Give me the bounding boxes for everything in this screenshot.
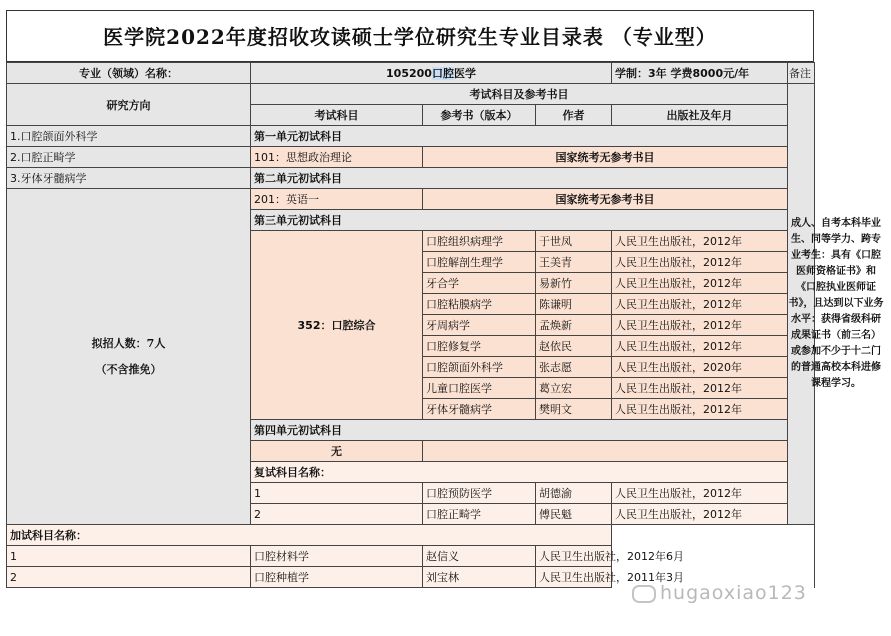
retest-no: 1 [251,483,423,504]
exam-group-header: 考试科目及参考书目 [251,84,788,105]
book-publisher: 人民卫生出版社，2012年 [612,294,788,315]
book-author: 于世凤 [536,231,612,252]
page-title: 医学院2022年度招收攻读硕士学位研究生专业目录表 （专业型） [6,10,814,62]
book-author: 陈谦明 [536,294,612,315]
major-label: 专业（领域）名称： [7,63,251,84]
publisher-header: 出版社及年月 [612,105,788,126]
unit2-note: 国家统考无参考书目 [423,189,788,210]
unit4-empty [423,441,788,462]
direction-item: 2.口腔正畸学 [7,147,251,168]
direction-item: 3.牙体牙髓病学 [7,168,251,189]
book-author: 易新竹 [536,273,612,294]
ref-book: 牙周病学 [423,315,536,336]
retest-author: 胡德渝 [536,483,612,504]
catalog-table [6,62,884,588]
extra-book: 口腔种植学 [251,567,423,588]
ref-book: 口腔颌面外科学 [423,357,536,378]
recruit-count: 拟招人数：7人 （不含推免） [7,189,251,525]
unit2-label: 第二单元初试科目 [251,168,788,189]
extra-publisher: 人民卫生出版社，2012年6月 [536,546,612,567]
book-publisher: 人民卫生出版社，2012年 [612,252,788,273]
book-author: 樊明文 [536,399,612,420]
research-direction-header: 研究方向 [7,84,251,126]
book-publisher: 人民卫生出版社，2012年 [612,378,788,399]
book-author: 孟焕新 [536,315,612,336]
unit4-label: 第四单元初试科目 [251,420,788,441]
book-publisher: 人民卫生出版社，2012年 [612,231,788,252]
author-header: 作者 [536,105,612,126]
chat-bubble-icon [632,585,656,603]
unit4-subject: 无 [251,441,423,462]
book-publisher: 人民卫生出版社，2012年 [612,336,788,357]
unit3-subject: 352：口腔综合 [251,231,423,420]
retest-publisher: 人民卫生出版社，2012年 [612,483,788,504]
retest-author: 傅民魁 [536,504,612,525]
book-author: 王美青 [536,252,612,273]
ref-book: 牙体牙髓病学 [423,399,536,420]
book-author: 葛立宏 [536,378,612,399]
extra-book: 口腔材料学 [251,546,423,567]
unit1-subject: 101：思想政治理论 [251,147,423,168]
watermark: hugaoxiao123 [632,582,807,604]
major-name: 105200口腔医学 [251,63,612,84]
unit2-subject: 201：英语一 [251,189,423,210]
remark-cell: 成人、自考本科毕业生、同等学力、跨专业考生：具有《口腔医师资格证书》和《口腔执业医师证书》，且达到以下业务水平：获得省级科研成果证书（前三名）或参加不少于十二门的普通高校本科进修课程学习。 [788,84,815,525]
extra-no: 2 [7,567,251,588]
retest-label: 复试科目名称： [251,462,788,483]
retest-book: 口腔正畸学 [423,504,536,525]
book-author: 赵依民 [536,336,612,357]
ref-book: 牙合学 [423,273,536,294]
book-publisher: 人民卫生出版社，2012年 [612,315,788,336]
retest-no: 2 [251,504,423,525]
book-author: 张志愿 [536,357,612,378]
book-publisher: 人民卫生出版社，2012年 [612,399,788,420]
extra-publisher: 人民卫生出版社，2011年3月 [536,567,612,588]
extra-author: 赵信义 [423,546,536,567]
extra-author: 刘宝林 [423,567,536,588]
ref-book-header: 参考书（版本） [423,105,536,126]
retest-publisher: 人民卫生出版社，2012年 [612,504,788,525]
unit3-label: 第三单元初试科目 [251,210,788,231]
ref-book: 口腔粘膜病学 [423,294,536,315]
duration-fee: 学制：3年 学费8000元/年 [612,63,788,84]
book-publisher: 人民卫生出版社，2012年 [612,273,788,294]
unit1-label: 第一单元初试科目 [251,126,788,147]
extra-label: 加试科目名称： [7,525,612,546]
ref-book: 口腔组织病理学 [423,231,536,252]
direction-item: 1.口腔颌面外科学 [7,126,251,147]
ref-book: 儿童口腔医学 [423,378,536,399]
extra-no: 1 [7,546,251,567]
ref-book: 口腔解剖生理学 [423,252,536,273]
book-publisher: 人民卫生出版社，2020年 [612,357,788,378]
unit1-note: 国家统考无参考书目 [423,147,788,168]
exam-subject-header: 考试科目 [251,105,423,126]
retest-book: 口腔预防医学 [423,483,536,504]
ref-book: 口腔修复学 [423,336,536,357]
remark-label: 备注 [788,63,815,84]
